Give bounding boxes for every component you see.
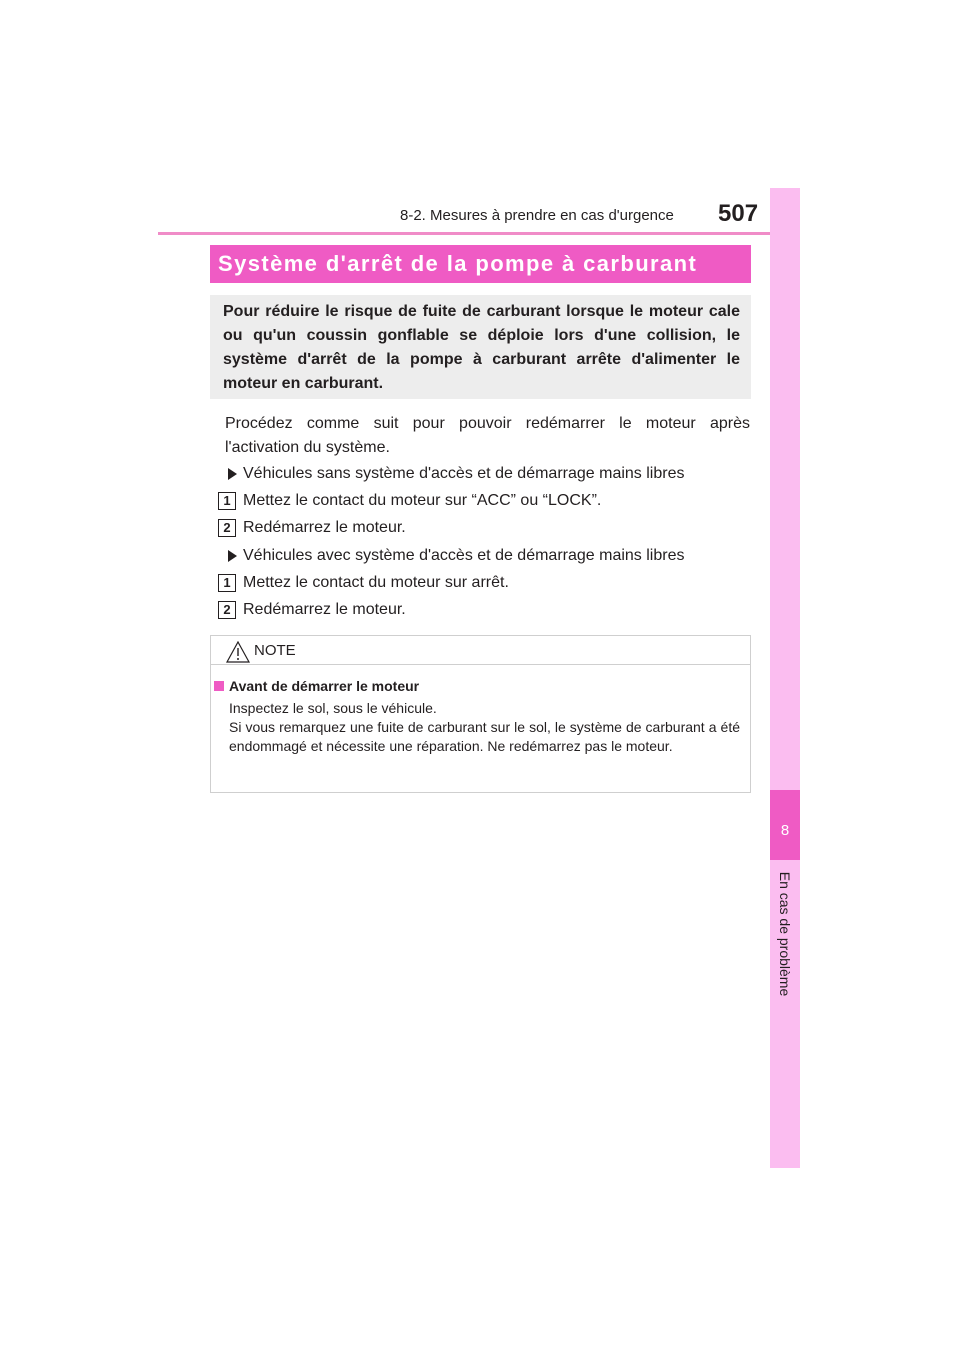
square-bullet-icon: [214, 681, 224, 691]
step-number: 1: [218, 574, 236, 592]
step-text: Redémarrez le moteur.: [243, 601, 406, 618]
step-text: Mettez le contact du moteur sur arrêt.: [243, 574, 509, 591]
notice-heading: Avant de démarrer le moteur: [229, 678, 420, 694]
notice-line: Inspectez le sol, sous le véhicule.: [229, 700, 437, 716]
step-text: Mettez le contact du moteur sur “ACC” ou “LOCK”.: [243, 492, 602, 509]
notice-line: Si vous remarquez une fuite de carburant sur le sol, le système de carburant a été endommagé et nécessite une réparation. Ne redémarrez pas le moteur.: [229, 719, 740, 754]
warning-triangle-icon: [226, 641, 250, 663]
instruction-paragraph: Procédez comme suit pour pouvoir redémarrer le moteur après l'activation du système.: [225, 415, 750, 456]
group-heading: Véhicules avec système d'accès et de démarrage mains libres: [243, 547, 685, 564]
notice-body: [229, 699, 740, 756]
notice-title: NOTE: [254, 642, 296, 659]
chapter-label: En cas de problème: [777, 871, 793, 997]
arrow-bullet-icon: [228, 468, 237, 480]
step-number: 2: [218, 601, 236, 619]
chapter-number: 8: [780, 822, 790, 839]
section-title: Système d'arrêt de la pompe à carburant: [218, 251, 698, 276]
chapter-side-tab: [770, 188, 800, 1168]
running-header-section: 8-2. Mesures à prendre en cas d'urgence: [400, 207, 674, 224]
notice-divider: [211, 664, 750, 665]
header-rule: [158, 232, 798, 235]
page-number: 507: [718, 200, 759, 227]
step-number: 1: [218, 492, 236, 510]
step-number: 2: [218, 519, 236, 537]
intro-text: Pour réduire le risque de fuite de carburant lorsque le moteur cale ou qu'un coussin gonflable se déploie lors d'une collision, le système d'arrêt de la pompe à carburant arrête d'alimenter le moteur en carburant.: [223, 303, 740, 392]
group-heading: Véhicules sans système d'accès et de démarrage mains libres: [243, 465, 685, 482]
step-text: Redémarrez le moteur.: [243, 519, 406, 536]
arrow-bullet-icon: [228, 550, 237, 562]
